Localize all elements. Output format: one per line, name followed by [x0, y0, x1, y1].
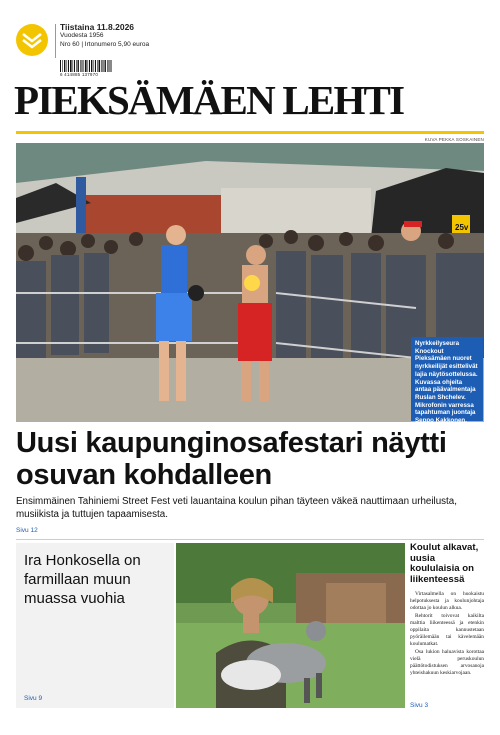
photo-sign-text: 25v [455, 223, 469, 232]
teaser-school-title[interactable]: Koulut alkavat, uusia koululaisia on liikenteessä [410, 542, 479, 585]
photo-caption: Nyrkkeilyseura Knockout Pieksämäen nuoret nyrkkeilijät esittelivät lajia näytösottelussa. Kuvassa ohjeita antaa päävalmentaja Ruslan Shchelev. Mikrofonin varressa tapahtuman juontaja Seppo Kakkonen. [411, 337, 483, 421]
teaser-school[interactable] [410, 543, 484, 713]
price-line: Nro 60 | Irtonumero 5,90 euroa [60, 40, 150, 48]
goat-photo [176, 543, 405, 708]
founded-line: Vuodesta 1956 [60, 32, 104, 39]
main-page-ref[interactable]: Sivu 12 [16, 527, 38, 534]
goat-image [176, 543, 405, 708]
masthead-title: PIEKSÄMÄEN LEHTI [14, 77, 404, 123]
header-divider [55, 24, 56, 58]
teaser-school-body [410, 591, 484, 677]
teaser-goats-page-ref[interactable]: Sivu 9 [24, 695, 43, 702]
section-divider [16, 539, 484, 540]
teaser-goats[interactable] [16, 543, 174, 708]
main-lead: Ensimmäinen Tahiniemi Street Fest veti lauantaina koulun pihan täyteen väkeä nauttimaan urheilusta, musiikista ja tuttujen tapaamisesta. [16, 496, 457, 520]
teaser-school-page-ref[interactable]: Sivu 3 [410, 702, 429, 709]
issue-date: Tiistaina 11.8.2026 [60, 22, 135, 32]
masthead-rule [16, 131, 484, 134]
barcode-number: 6 414885 137970 [60, 72, 112, 77]
chevron-logo-icon [21, 31, 43, 49]
photo-credit: KUVA PEKKA SOSKAINEN [424, 137, 484, 142]
teaser-school-paragraph: Virtasalmella on huokaistu helpotuksesta ja koulunjohtaja odottaa jo koulun alkua. [410, 591, 484, 612]
teaser-goats-title[interactable]: Ira Honkosella on farmillaan muun muassa vuohia [24, 552, 141, 607]
teaser-school-paragraph: Rehtorit toivovat kaikilta malttia liikenteessä ja etenkin oppilaita kannustetaan pyöräilemään tai kävelemään koulumatkat. [410, 612, 484, 648]
newspaper-logo-badge [16, 24, 48, 56]
issue-info [60, 22, 149, 49]
main-headline[interactable]: Uusi kaupunginosafestari näytti osuvan kohdalleen [16, 427, 447, 491]
teaser-school-paragraph: Osa lukion haluavista korottaa vielä peruskoulun päättötodistuksen arvosanoja yhteishakuun keskiarvojaan. [410, 648, 484, 677]
